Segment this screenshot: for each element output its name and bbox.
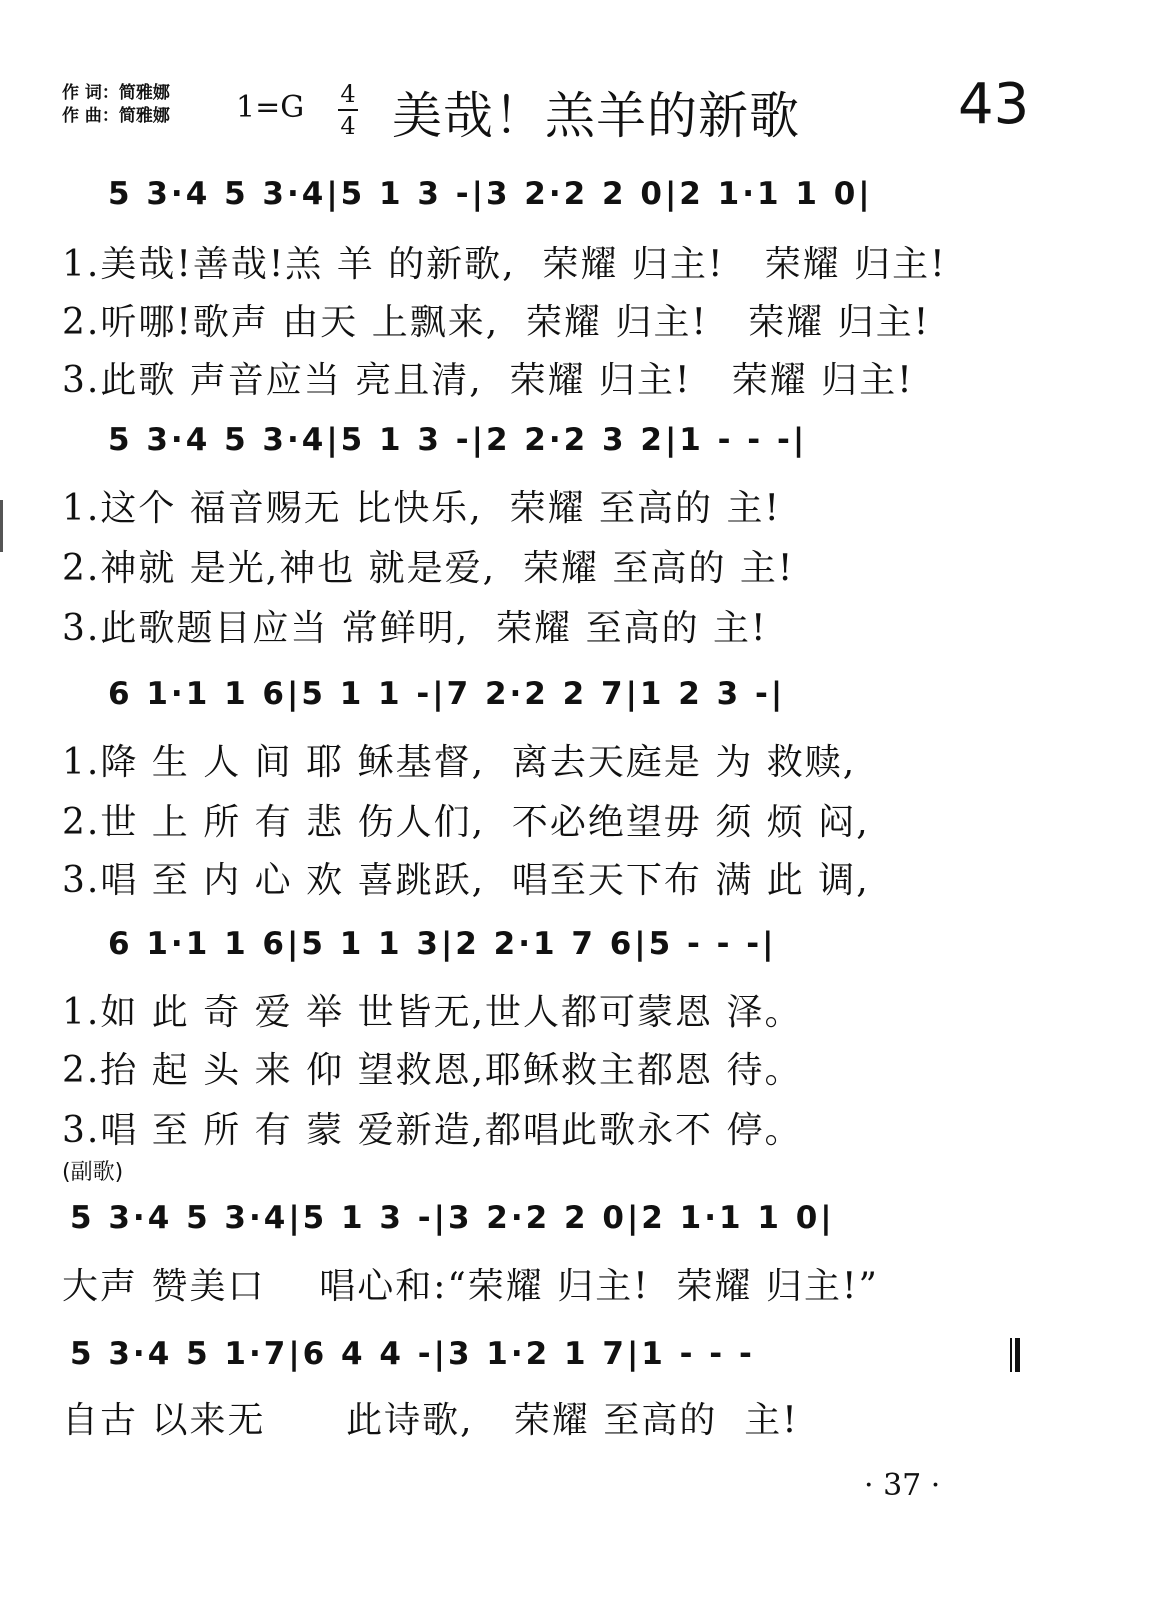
lyric-line-1-verse-2: 2.听哪!歌声 由天 上飘来, 荣耀 归主! 荣耀 归主! [62, 302, 931, 343]
lyric-line-2-verse-2: 2.神就 是光,神也 就是爱, 荣耀 至高的 主! [62, 548, 795, 589]
notation-line-4: 6 1·1 1 6|5 1 1 3|2 2·1 7 6|5 - - -| [108, 926, 777, 962]
scan-edge-mark [0, 500, 3, 552]
lyric-line-2-verse-3: 3.此歌题目应当 常鲜明, 荣耀 至高的 主! [62, 608, 768, 649]
credits [62, 82, 170, 128]
lyric-line-3-verse-1: 1.降 生 人 间 耶 稣基督, 离去天庭是 为 救赎, [62, 742, 857, 783]
lyric-line-4-verse-2: 2.抬 起 头 来 仰 望救恩,耶稣救主都恩 待。 [62, 1050, 803, 1091]
key-signature: 1=G [236, 90, 305, 125]
composer-credit: 作 曲：简雅娜 [62, 106, 170, 126]
hymn-number: 43 [958, 72, 1030, 137]
lyricist-credit: 作 词：简雅娜 [62, 83, 170, 103]
page-number: · 37 · [864, 1468, 941, 1503]
chorus-lyric-line-2: 自古 以来无 此诗歌, 荣耀 至高的 主! [62, 1400, 799, 1441]
notation-line-1: 5 3·4 5 3·4|5 1 3 -|3 2·2 2 0|2 1·1 1 0| [108, 176, 873, 212]
chorus-notation-line-2: 5 3·4 5 1·7|6 4 4 -|3 1·2 1 7|1 - - - [70, 1336, 755, 1372]
hymn-title: 美哉！羔羊的新歌 [392, 87, 800, 145]
notation-line-2: 5 3·4 5 3·4|5 1 3 -|2 2·2 3 2|1 - - -| [108, 422, 808, 458]
chorus-notation-line-1: 5 3·4 5 3·4|5 1 3 -|3 2·2 2 0|2 1·1 1 0| [70, 1200, 835, 1236]
notation-line-3: 6 1·1 1 6|5 1 1 -|7 2·2 2 7|1 2 3 -| [108, 676, 786, 712]
meter-bottom: 4 [340, 112, 356, 140]
meter-divider [338, 109, 358, 111]
lyric-line-3-verse-2: 2.世 上 所 有 悲 伤人们, 不必绝望毋 须 烦 闷, [62, 802, 870, 843]
time-signature [338, 80, 358, 140]
final-barline [1010, 1338, 1020, 1372]
lyric-line-4-verse-3: 3.唱 至 所 有 蒙 爱新造,都唱此歌永不 停。 [62, 1110, 803, 1151]
meter-top: 4 [340, 80, 356, 108]
lyric-line-3-verse-3: 3.唱 至 内 心 欢 喜跳跃, 唱至天下布 满 此 调, [62, 860, 870, 901]
lyric-line-1-verse-3: 3.此歌 声音应当 亮且清, 荣耀 归主! 荣耀 归主! [62, 360, 914, 401]
lyric-line-2-verse-1: 1.这个 福音赐无 比快乐, 荣耀 至高的 主! [62, 488, 781, 529]
chorus-label: (副歌) [62, 1160, 124, 1185]
chorus-lyric-line-1: 大声 赞美口 唱心和:“荣耀 归主! 荣耀 归主!” [62, 1266, 879, 1307]
lyric-line-4-verse-1: 1.如 此 奇 爱 举 世皆无,世人都可蒙恩 泽。 [62, 992, 803, 1033]
lyric-line-1-verse-1: 1.美哉!善哉!羔 羊 的新歌, 荣耀 归主! 荣耀 归主! [62, 244, 947, 285]
